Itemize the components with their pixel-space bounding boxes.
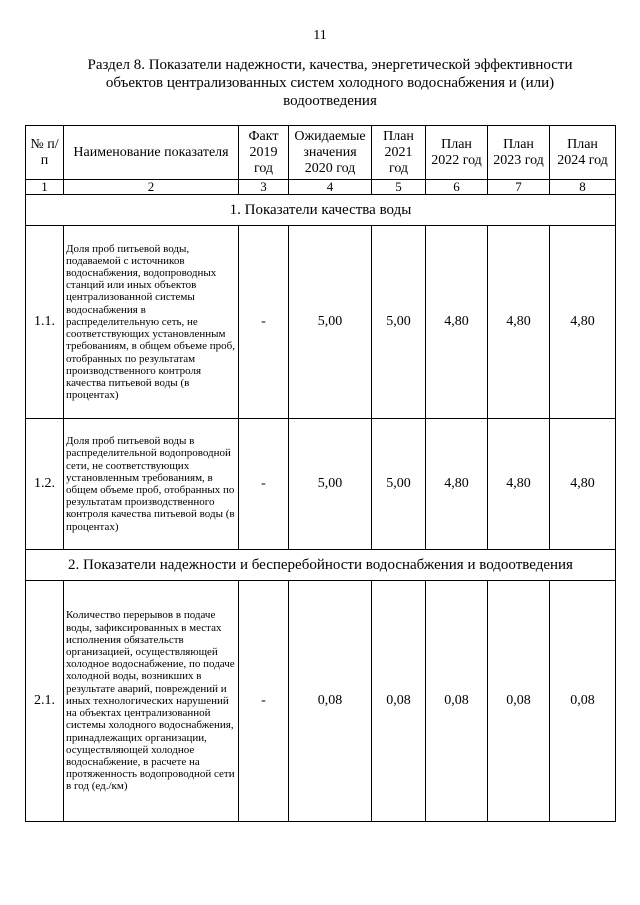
page-number: 11	[313, 28, 327, 43]
fact-2019-value: -	[239, 581, 289, 822]
fact-2019-value: -	[239, 226, 289, 419]
plan-2024-value: 4,80	[550, 226, 616, 419]
indicator-name: Количество перерывов в подаче воды, зафиксированных в местах исполнения обязательств организацией, осуществляющей холодное водоснабжение, по подаче холодной воды, возникших в результате аварий, повреждений и иных технологических нарушений на объектах централизованной системы холодного водоснабжения, принадлежащих организации, осуществляющей холодное водоснабжение, в расчете на протяженность водопроводной сети в год (ед./км)	[64, 581, 239, 822]
plan-2022-value: 4,80	[426, 419, 488, 550]
group-title-reliability: 2. Показатели надежности и бесперебойности водоснабжения и водоотведения	[26, 550, 616, 581]
group-row	[26, 550, 616, 581]
expected-2020-value: 5,00	[289, 226, 372, 419]
plan-2021-value: 5,00	[372, 419, 426, 550]
indicator-name: Доля проб питьевой воды, подаваемой с источников водоснабжения, водопроводных станций или иных объектов централизованной системы водоснабжения в распределительную сеть, не соответствующих установленным требованиям, в общем объеме проб, отобранных по результатам производственного контроля качества питьевой воды (в процентах)	[64, 226, 239, 419]
column-number: 1	[26, 180, 64, 195]
indicators-table	[25, 125, 616, 822]
header-plan-2023: План 2023 год	[488, 126, 550, 180]
row-number: 1.2.	[26, 419, 64, 550]
header-fact-2019: Факт 2019 год	[239, 126, 289, 180]
table-row	[26, 226, 616, 419]
column-number: 4	[289, 180, 372, 195]
header-num: № п/п	[26, 126, 64, 180]
plan-2023-value: 4,80	[488, 419, 550, 550]
column-number: 5	[372, 180, 426, 195]
plan-2021-value: 5,00	[372, 226, 426, 419]
plan-2022-value: 4,80	[426, 226, 488, 419]
row-number: 2.1.	[26, 581, 64, 822]
group-title-quality: 1. Показатели качества воды	[26, 195, 616, 226]
plan-2023-value: 0,08	[488, 581, 550, 822]
plan-2023-value: 4,80	[488, 226, 550, 419]
column-number: 6	[426, 180, 488, 195]
row-number: 1.1.	[26, 226, 64, 419]
column-number: 2	[64, 180, 239, 195]
group-row	[26, 195, 616, 226]
header-expected-2020: Ожидаемые значения 2020 год	[289, 126, 372, 180]
table-row	[26, 581, 616, 822]
column-number: 3	[239, 180, 289, 195]
header-plan-2024: План 2024 год	[550, 126, 616, 180]
indicator-name: Доля проб питьевой воды в распределительной водопроводной сети, не соответствующих установленным требованиям, в общем объеме проб, отобранных по результатам производственного контроля качества питьевой воды (в процентах)	[64, 419, 239, 550]
section-title: Раздел 8. Показатели надежности, качества, энергетической эффективности объектов централизованных систем холодного водоснабжения и (или) водоотведения	[87, 57, 573, 109]
column-number: 7	[488, 180, 550, 195]
plan-2022-value: 0,08	[426, 581, 488, 822]
column-number-row	[26, 180, 616, 195]
header-name: Наименование показателя	[64, 126, 239, 180]
expected-2020-value: 5,00	[289, 419, 372, 550]
column-number: 8	[550, 180, 616, 195]
header-plan-2021: План 2021 год	[372, 126, 426, 180]
table-row	[26, 419, 616, 550]
plan-2024-value: 0,08	[550, 581, 616, 822]
expected-2020-value: 0,08	[289, 581, 372, 822]
header-plan-2022: План 2022 год	[426, 126, 488, 180]
plan-2021-value: 0,08	[372, 581, 426, 822]
fact-2019-value: -	[239, 419, 289, 550]
plan-2024-value: 4,80	[550, 419, 616, 550]
